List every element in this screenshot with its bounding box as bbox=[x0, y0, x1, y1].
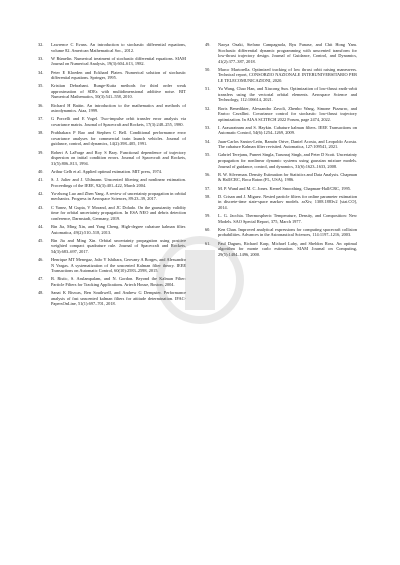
reference-text: Naoya Ozaki, Stefano Campagnola, Ryu Funase, and Chit Hong Yam. Stochastic differential dynamic programming with unscented transform for low-thrust trajectory design. Journal of Guidance, Control, and Dynamics, 41(2):377–387, 2018. bbox=[218, 42, 357, 64]
reference-entry bbox=[38, 83, 186, 100]
reference-entry bbox=[205, 241, 357, 258]
reference-entry bbox=[205, 106, 357, 123]
reference-number: 47. bbox=[38, 276, 44, 282]
reference-text: W Rümelin. Numerical treatment of stochastic differential equations. SIAM Journal on Numerical Analysis, 19(3):604–613, 1982. bbox=[51, 55, 186, 67]
reference-number: 45. bbox=[38, 237, 44, 243]
reference-text: D. Crisan and J. Miguez. Nested particle filters for online parameter estimation in discrete-time state-space markov models. arXiv, 1308.1883v2 [stat.CO], 2014. bbox=[218, 193, 357, 210]
reference-number: 58. bbox=[205, 193, 211, 199]
reference-number: 37. bbox=[38, 116, 44, 122]
references-right-column bbox=[205, 42, 357, 260]
reference-entry bbox=[205, 213, 357, 224]
reference-text: Lawrence C Evans. An introduction to stochastic differential equations, volume 82. American Mathematical Soc., 2012. bbox=[51, 42, 186, 53]
reference-text: Marco Martorella. Optimized tracking of low thrust orbit raising maneuvers. Technical report, CONSORZIO NAZIONALE INTERUNIVERSITARIO PER LE TELECOMUNICAZIONI, 2020. bbox=[218, 66, 357, 83]
reference-text: B. W. Silverman. Density Estimation for Statistics and Data Analysis. Chapman & Hall/CRC, Boca Raton (FL, USA), 1986. bbox=[218, 171, 357, 183]
reference-text: Henrique MT Menegaz, João Y Ishihara, Geovany A Borges, and Alessandro N Vargas. A systematization of the unscented Kalman filter theory. IEEE Transactions on Automatic Control, 60(10):2583–2598, 2015. bbox=[51, 257, 186, 274]
reference-number: 32. bbox=[38, 42, 44, 47]
reference-number: 39. bbox=[38, 149, 44, 155]
reference-number: 41. bbox=[38, 177, 44, 183]
reference-number: 54. bbox=[205, 138, 211, 144]
reference-number: 33. bbox=[38, 55, 44, 61]
reference-entry bbox=[38, 116, 186, 127]
reference-number: 46. bbox=[38, 257, 44, 263]
reference-entry bbox=[205, 152, 357, 169]
reference-number: 36. bbox=[38, 102, 44, 108]
reference-text: C Yanez, M Gupta, V Morand, and JC Dolado. On the gaussianity validity time for orbital uncertainty propagation. In ESA NEO and debris detection conference, Darmstadt, Germany, 2019. bbox=[51, 204, 186, 221]
reference-number: 61. bbox=[205, 240, 211, 246]
reference-text: Arthur Gelb et al. Applied optimal estimation. MIT press, 1974. bbox=[51, 168, 163, 174]
reference-text: Paul Dagum, Richard Karp, Michael Luby, and Sheldon Ross. An optimal algorithm for monte carlo estimation. SIAM Journal on Computing, 29(5):1484–1496, 2000. bbox=[218, 240, 357, 257]
reference-text: Peter E Kloeden and Eckhard Platen. Numerical solution of stochastic differential equations. Springer, 1995. bbox=[51, 69, 186, 81]
reference-entry bbox=[205, 67, 357, 84]
reference-entry bbox=[205, 227, 357, 238]
reference-text: Bin Jia, Ming Xin, and Yang Cheng. High-degree cubature kalman filter. Automatica, 49(2):510–518, 2013. bbox=[51, 224, 186, 235]
reference-text: M. P. Wand and M. C. Jones. Kernel Smoothing. Chapman-Hall/CRC, 1995. bbox=[218, 185, 352, 191]
reference-text: Robert A LaFarge and Roy S Bary. Functional dependence of trajectory dispersion on initial condition errors. Journal of Spacecraft and Rockets, 31(5):806–813, 1994. bbox=[51, 149, 186, 166]
reference-number: 49. bbox=[205, 42, 211, 47]
reference-entry bbox=[38, 42, 186, 53]
reference-entry bbox=[38, 257, 186, 274]
reference-text: L. G. Jacchia. Thermospheric Temperature, Density, and Composition: New Models. SAO Special Report, 375, March 1977. bbox=[218, 213, 357, 224]
reference-number: 34. bbox=[38, 69, 44, 75]
reference-entry bbox=[38, 169, 186, 175]
reference-entry bbox=[205, 172, 357, 183]
reference-number: 56. bbox=[205, 171, 211, 177]
reference-entry bbox=[38, 150, 186, 167]
reference-entry bbox=[38, 103, 186, 114]
reference-text: Boris Benedikter, Alessandro Zavoli, Zhenbo Wang, Simone Pizzurro, and Enrico Cavallini. Covariance control for stochastic low-thrust trajectory optimization. In AIAA SCITECH 2022 Forum, page 2474, 2022. bbox=[218, 105, 357, 122]
reference-entry bbox=[38, 238, 186, 255]
reference-number: 50. bbox=[205, 66, 211, 72]
reference-number: 43. bbox=[38, 204, 44, 210]
reference-number: 51. bbox=[205, 86, 211, 92]
reference-entry bbox=[38, 70, 186, 81]
reference-number: 35. bbox=[38, 83, 44, 89]
references-left-column bbox=[38, 42, 186, 310]
reference-entry bbox=[205, 139, 357, 150]
reference-number: 53. bbox=[205, 124, 211, 130]
reference-text: Richard H Battin. An introduction to the mathematics and methods of astrodynamics. Aiaa, 1999. bbox=[51, 102, 186, 114]
reference-entry bbox=[205, 186, 357, 192]
reference-number: 42. bbox=[38, 190, 44, 196]
reference-number: 48. bbox=[38, 290, 44, 296]
reference-entry bbox=[205, 86, 357, 103]
reference-text: Gabriel Terejanu, Puneet Singla, Tarunraj Singh, and Peter D Scott. Uncertainty propagation for nonlinear dynamic systems using gaussian mixture models. Journal of guidance, control, and dynamics, 31(6):1623–1633, 2008. bbox=[218, 152, 357, 169]
reference-text: S. J. Julier and J. Uhlmann. Unscented filtering and nonlinear estimation. Proceedings of the IEEE, 92(3):401–422, March 2004. bbox=[51, 177, 186, 188]
reference-text: Ken Chan. Improved analytical expressions for computing spacecraft collision probabilities. Advances in the Astronautical Sciences, 114:1197–1216, 2003. bbox=[218, 226, 357, 238]
reference-entry bbox=[38, 276, 186, 287]
reference-text: Juan-Carlos Santos-León, Ramón Orive, Daniel Acosta, and Leopoldo Acosta. The cubature Kalman filter revisited. Automatica, 127:109541, 2021. bbox=[218, 138, 357, 150]
reference-text: Yu-zhong Luo and Zhen Yang. A review of uncertainty propagation in orbital mechanics. Progress in Aerospace Sciences, 89:23–39, 2017. bbox=[51, 190, 186, 202]
reference-entry bbox=[38, 130, 186, 147]
reference-entry bbox=[38, 205, 186, 222]
reference-text: Sanat K Biswas, Ben Southwell, and Andrew G Dempster. Performance analysis of fast unscented kalman filters for attitude determination. IFAC-PapersOnLine, 51(1):697–701, 2018. bbox=[51, 290, 186, 307]
reference-number: 57. bbox=[205, 185, 211, 191]
reference-text: B. Ristic, S. Arulampalam, and N. Gordon. Beyond the Kalman Filter: Particle Filters for Tracking Applications. Artech House, Boston, 2004. bbox=[51, 276, 186, 287]
reference-entry bbox=[205, 194, 357, 211]
reference-entry bbox=[38, 290, 186, 307]
reference-text: Kristian Debrabant. Runge-Kutta methods for third order weak approximation of SDEs with multidimensional additive noise. BIT Numerical Mathematics, 50(3):541–558, 2010. bbox=[51, 83, 186, 100]
reference-number: 38. bbox=[38, 130, 44, 136]
reference-entry bbox=[38, 224, 186, 235]
reference-number: 40. bbox=[38, 168, 44, 174]
reference-text: Yu Wang, Chao Han, and Xiucong Sun. Optimization of low-thrust earth-orbit transfers using the vectorial orbital elements. Aerospace Science and Technology, 112:106614, 2021. bbox=[218, 86, 357, 103]
reference-text: Prabhakara P Rao and Stephen C Bell. Conditional performance error covariance analyses for commercial train launch vehicles. Journal of guidance, control, and dynamics, 14(2):398–405, 1991. bbox=[51, 130, 186, 147]
reference-number: 59. bbox=[205, 213, 211, 219]
reference-number: 44. bbox=[38, 224, 44, 230]
reference-entry bbox=[38, 56, 186, 67]
reference-text: I. Arasaratnam and S. Haykin. Cubature kalman filters. IEEE Transactions on Automatic Control, 54(6):1254–1269, 2009. bbox=[218, 124, 357, 136]
reference-entry bbox=[38, 191, 186, 202]
reference-number: 52. bbox=[205, 105, 211, 111]
reference-entry bbox=[205, 42, 357, 64]
reference-number: 55. bbox=[205, 152, 211, 158]
reference-entry bbox=[38, 177, 186, 188]
reference-text: Bin Jia and Ming Xin. Orbital uncertainty propagation using positive weighted compact quadrature rule. Journal of Spacecraft and Rockets, 54(3):683–697, 2017. bbox=[51, 237, 186, 254]
reference-entry bbox=[205, 125, 357, 136]
reference-text: G Porcelli and E Vogel. Two-impulse orbit transfer error analysis via covariance matrix. Journal of Spacecraft and Rockets, 17(3):248–255, 1980. bbox=[51, 116, 186, 127]
reference-number: 60. bbox=[205, 226, 211, 232]
